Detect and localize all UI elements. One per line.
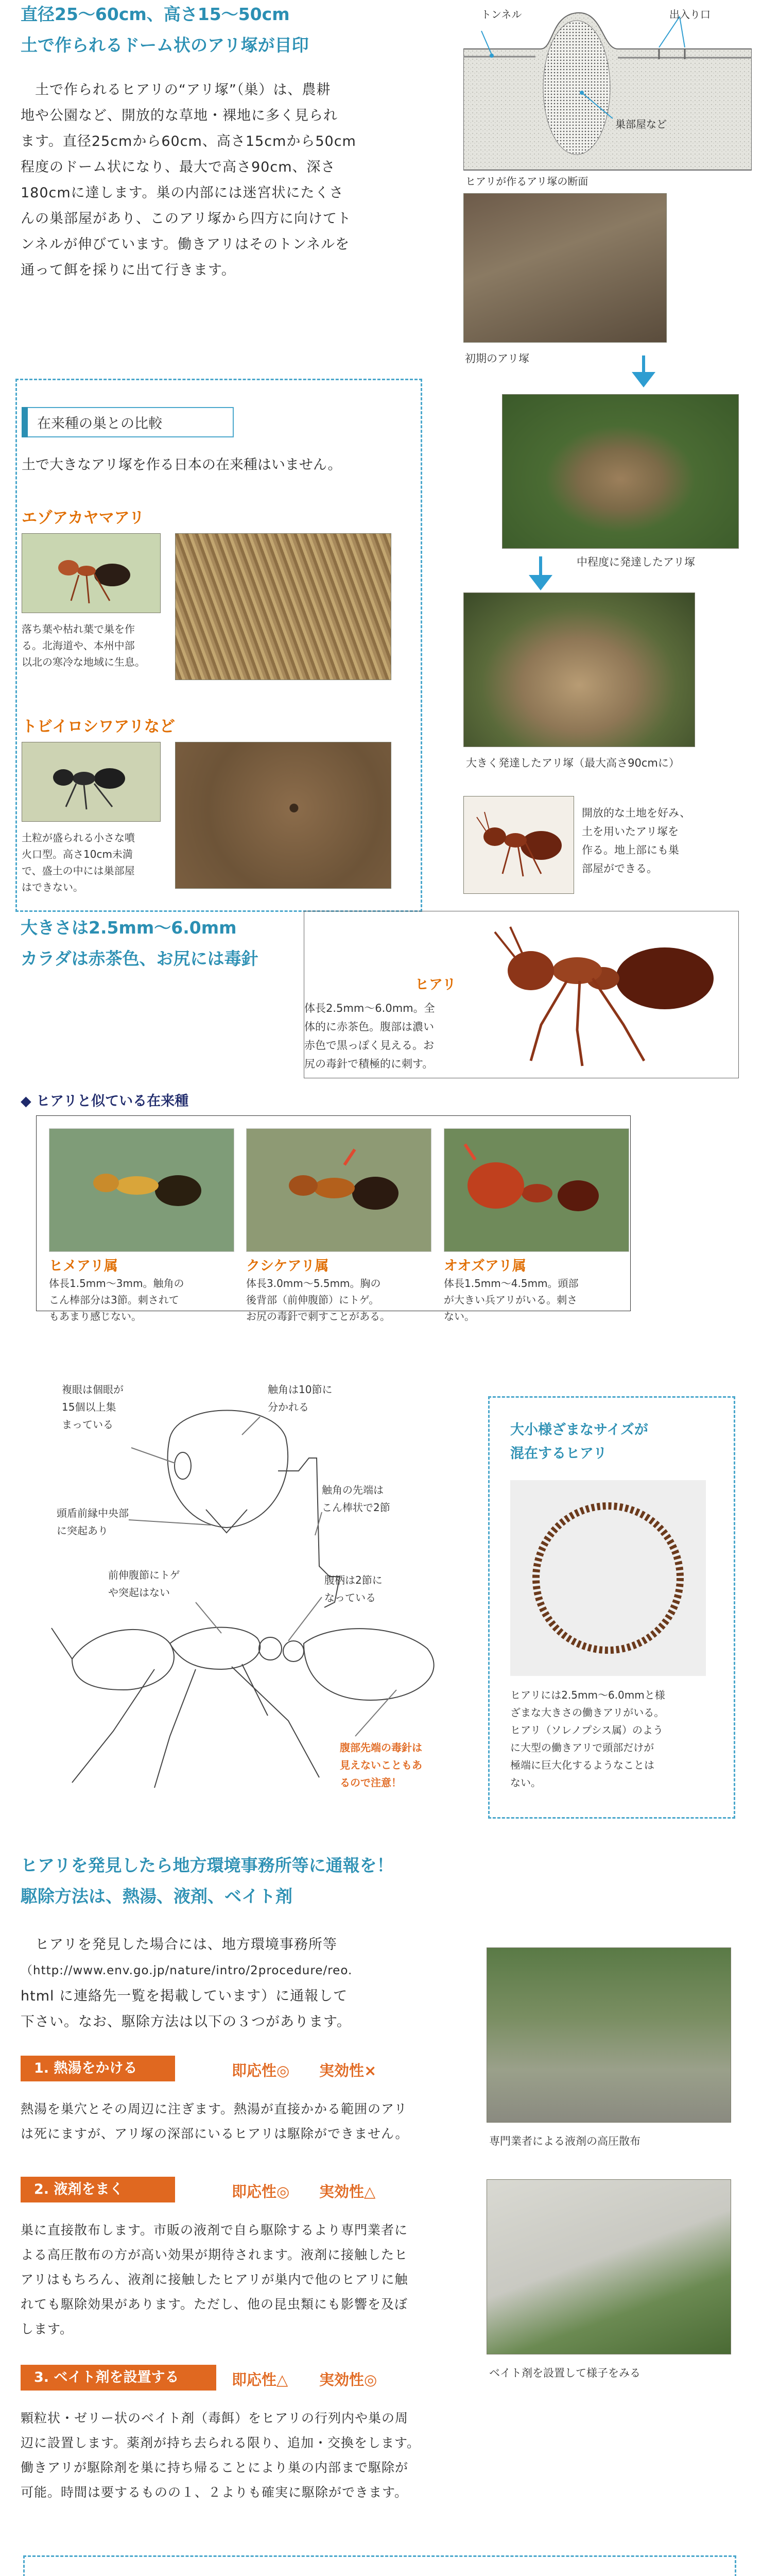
fire-ant-large-icon (474, 922, 732, 1071)
similar-desc-3: 体長1.5mm〜4.5mm。頭部 が大きい兵アリがいる。刺さ ない。 (444, 1277, 579, 1323)
method-2-rating1: 即応性◎ (232, 2183, 290, 2200)
similar-card-2 (246, 1128, 431, 1252)
photo-middle-mound (502, 394, 739, 549)
label-antenna: 触角は10節に 分かれる (268, 1383, 333, 1413)
intro-paragraph: 土で作られるヒアリの“アリ塚”（巣）は、農耕 地や公園など、開放的な草地・裸地に多く見られ ます。直径25cmから60cm、高さ15cmから50cm 程度のドーム状になり、最大で高さ90cm、深さ 180cmに達します。巣の内部には迷宮状にたくさ んの巣部屋があり、このアリ塚から四方に向けてト ンネルが伸びています。働きアリはそのトンネルを 通って餌を採りに出て行きます。 (21, 82, 356, 278)
compare-intro: 土で大きなアリ塚を作る日本の在来種はいません。 (22, 457, 342, 473)
method-3-bar: 3. ベイト剤を設置する (21, 2365, 216, 2391)
arrow-down-icon (642, 355, 645, 374)
arrow-down-icon (539, 556, 542, 577)
report-line2: 駆除方法は、熱湯、液剤、ベイト剤 (21, 1886, 292, 1906)
ant-icon (49, 1129, 234, 1251)
similar-heading: ◆ ヒアリと似ている在来種 (21, 1093, 189, 1109)
fire-ant-desc: 体長2.5mm〜6.0mm。全 体的に赤茶色。腹部は濃い 赤色で黒っぽく見える。お 尻の毒針で積極的に刺す。 (304, 1002, 435, 1070)
photo-species2-nest (175, 742, 391, 889)
compare-label: 在来種の巣との比較 (22, 407, 234, 437)
similar-desc-2: 体長3.0mm〜5.5mm。胸の 後背部（前伸腹節）にトゲ。 お尻の毒針で刺すことがある。 (246, 1277, 390, 1323)
ant-icon (444, 1129, 629, 1251)
label-exit: 出入り口 (669, 8, 711, 21)
ant-icon (247, 1129, 431, 1251)
method-3-rating2: 実効性◎ (319, 2371, 377, 2388)
report-line1: ヒアリを発見したら地方環境事務所等に通報を！ (21, 1855, 394, 1875)
ant-ring-icon (510, 1480, 706, 1676)
method-2-bar: 2. 液剤をまく (21, 2177, 175, 2202)
photo-early-mound (463, 193, 667, 343)
ant-icon (22, 534, 160, 613)
monitoring-box (23, 2555, 736, 2576)
method-1-rating1: 即応性◎ (232, 2062, 290, 2079)
photo-ant-circle (510, 1480, 706, 1676)
sizes-desc: ヒアリには2.5mm〜6.0mmと様 ざまな大きさの働きアリがいる。 ヒアリ（ソレノプシス属）のよう に大型の働きアリで頭部だけが 極端に巨大化するようなことは ない。 (510, 1689, 665, 1789)
photo-species1-nest (175, 533, 391, 680)
sizes-title: 大小様ざまなサイズが 混在するヒアリ (510, 1422, 648, 1462)
size-line1: 大きさは2.5mm〜6.0mm (21, 918, 237, 938)
mound-diagram-svg (463, 0, 752, 196)
method-1-rating2: 実効性× (319, 2062, 377, 2079)
fire-ant-note: 開放的な土地を好み、 土を用いたアリ塚を 作る。地上部にも巣 部屋ができる。 (582, 807, 691, 875)
monitoring-title (56, 2572, 318, 2576)
similar-card-3 (444, 1128, 629, 1252)
caption-middle-mound: 中程度に発達したアリ塚 (577, 556, 696, 568)
size-line2: カラダは赤茶色、お尻には毒針 (21, 948, 258, 969)
label-clypeus: 頭盾前縁中央部 に突起あり (57, 1507, 129, 1537)
similar-desc-1: 体長1.5mm〜3mm。触角の こん棒部分は3節。刺されて もあまり感じない。 (49, 1277, 184, 1323)
fire-ant-name: ヒアリ (415, 977, 456, 993)
label-club: 触角の先端は こん棒状で2節 (322, 1484, 390, 1514)
photo-fire-ant-small (463, 796, 574, 894)
fire-ant-card (304, 911, 739, 1078)
species2-desc: 土粒が盛られる小さな噴 火口型。高さ10cm未満 で、盛土の中には巣部屋 はできない。 (22, 832, 135, 893)
species2-name: トビイロシワアリなど (22, 718, 175, 736)
caption-bait: ベイト剤を設置して様子をみる (489, 2367, 640, 2379)
caption-large-mound: 大きく発達したアリ塚（最大高さ90cmに） (466, 757, 680, 769)
label-tunnel: トンネル (481, 8, 522, 21)
ant-icon (22, 742, 160, 821)
method-3-body: 顆粒状・ゼリー状のベイト剤（毒餌）をヒアリの行列内や巣の周 辺に設置します。薬剤が持ち去られる限り、追加・交換をします。 働きアリが駆除剤を巣に持ち帰ることにより巣の内部まで駆除が 可能。時間は要するものの１、２よりも確実に駆除ができます。 (21, 2411, 421, 2500)
mound-cross-section-diagram (463, 0, 752, 196)
label-sting: 腹部先端の毒針は 見えないこともあ るので注意！ (340, 1741, 422, 1789)
label-eye: 複眼は個眼が 15個以上集 まっている (62, 1383, 124, 1431)
similar-name-2: クシケアリ属 (246, 1258, 329, 1274)
label-petiole: 腹柄は2節に なっている (324, 1574, 383, 1604)
morphology-diagram (0, 1381, 463, 1803)
heading-line2: 土で作られるドーム状のアリ塚が目印 (21, 35, 309, 55)
label-spine: 前伸腹節にトゲ や突起はない (108, 1569, 180, 1599)
species1-name: エゾアカヤマアリ (22, 509, 145, 527)
diagram-caption: ヒアリが作るアリ塚の断面 (465, 175, 588, 188)
photo-species2-ant (22, 742, 161, 822)
similar-name-3: オオズアリ属 (444, 1258, 526, 1274)
report-paragraph: ヒアリを発見した場合には、地方環境事務所等 （http://www.env.go.jp/nature/intro/2procedure/reo. html に連絡先一覧を掲載しています）に通報して 下さい。なお、駆除方法は以下の３つがあります。 (21, 1932, 463, 2035)
photo-bait (487, 2179, 731, 2354)
similar-name-1: ヒメアリ属 (49, 1258, 118, 1274)
caption-early-mound: 初期のアリ塚 (465, 352, 530, 365)
report-url[interactable]: （http://www.env.go.jp/nature/intro/2procedure/reo. (21, 1964, 353, 1977)
method-1-bar: 1. 熱湯をかける (21, 2056, 175, 2081)
method-1-body: 熱湯を巣穴とその周辺に注ぎます。熱湯が直接かかる範囲のアリ は死にますが、アリ塚の深部にいるヒアリは駆除ができません。 (21, 2102, 409, 2141)
photo-large-mound (463, 592, 695, 747)
method-2-rating2: 実効性△ (319, 2183, 376, 2200)
sizes-box (488, 1396, 735, 1819)
fire-ant-icon (464, 796, 574, 893)
caption-spray: 専門業者による液剤の高圧散布 (489, 2135, 640, 2147)
species1-desc: 落ち葉や枯れ葉で巣を作 る。北海道や、本州中部 以北の寒冷な地域に生息。 (22, 623, 145, 668)
label-rooms: 巣部屋など (615, 118, 667, 130)
similar-card-1 (49, 1128, 234, 1252)
method-3-rating1: 即応性△ (232, 2371, 288, 2388)
photo-spray (487, 1947, 731, 2123)
method-2-body: 巣に直接散布します。市販の液剤で自ら駆除するより専門業者に よる高圧散布の方が高い効果が期待されます。液剤に接触したヒ アリはもちろん、液剤に接触したヒアリが巣内で他のヒアリに触 れても駆除効果があります。ただし、他の昆虫類にも影響を及ぼ します。 (21, 2223, 408, 2336)
heading-line1: 直径25〜60cm、高さ15〜50cm (21, 4, 290, 24)
photo-species1-ant (22, 533, 161, 613)
